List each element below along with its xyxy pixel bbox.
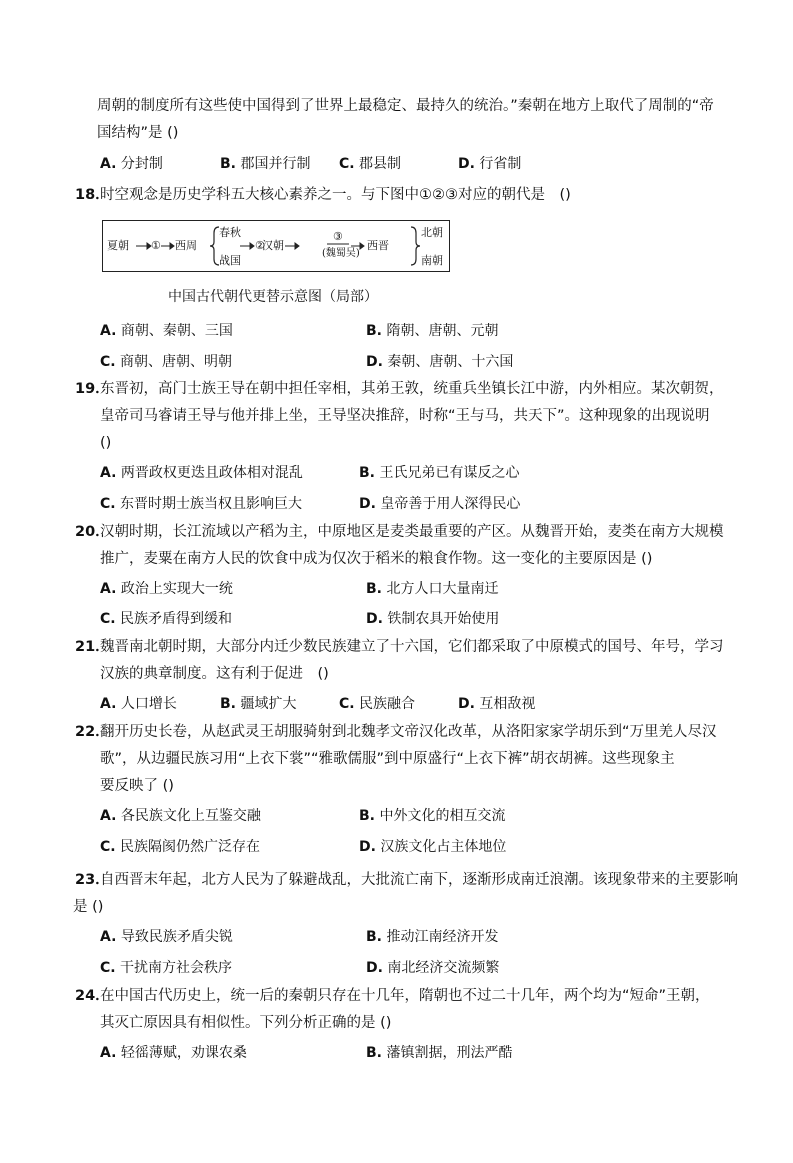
option-letter: A. xyxy=(100,323,117,339)
option-letter: D. xyxy=(366,960,383,976)
option-letter: A. xyxy=(100,696,117,712)
q19-option-c[interactable] xyxy=(100,494,302,514)
option-text: 民族融合 xyxy=(359,696,416,712)
option-text: 疆域扩大 xyxy=(240,696,297,712)
option-letter: B. xyxy=(366,929,382,945)
option-text: 干扰南方社会秩序 xyxy=(120,960,233,976)
q21-stem-line: 魏晋南北朝时期，大部分内迁少数民族建立了十六国，它们都采取了中原模式的国号、年号，学习 xyxy=(100,639,724,655)
option-letter: B. xyxy=(366,581,382,597)
q22-stem-line: 要反映了 () xyxy=(100,778,174,794)
label-circle-2: ② xyxy=(255,239,265,252)
option-text: 两晋政权更迭且政体相对混乱 xyxy=(120,465,303,481)
q21-option-c[interactable] xyxy=(339,694,415,714)
q24-option-b[interactable] xyxy=(366,1043,512,1063)
option-letter: B. xyxy=(366,323,382,339)
q23-option-c[interactable] xyxy=(100,958,232,978)
label-zhanguo: 战国 xyxy=(219,254,241,267)
label-beichao: 北朝 xyxy=(421,226,443,239)
option-text: 郡国并行制 xyxy=(240,156,311,172)
q20-stem-line: 汉朝时期，长江流域以产稻为主，中原地区是麦类最重要的产区。从魏晋开始，麦类在南方大规模 xyxy=(100,524,724,540)
q23-stem-line: 是 () xyxy=(73,899,104,915)
option-letter: A. xyxy=(100,465,117,481)
option-text: 秦朝、唐朝、十六国 xyxy=(387,354,514,370)
label-xia: 夏朝 xyxy=(107,239,129,252)
q21-option-d[interactable] xyxy=(458,694,535,714)
label-circle-3: ③ xyxy=(333,230,343,243)
option-letter: D. xyxy=(359,839,376,855)
option-text: 导致民族矛盾尖锐 xyxy=(120,929,233,945)
dynasty-timeline-diagram xyxy=(102,220,450,272)
label-weishuwu: (魏蜀吴) xyxy=(322,248,360,259)
q20-option-d[interactable] xyxy=(366,609,499,629)
q23-stem-line: 自西晋末年起，北方人民为了躲避战乱，大批流亡南下，逐渐形成南迁浪潮。该现象带来的主要影响 xyxy=(100,872,738,888)
q19-option-b[interactable] xyxy=(359,463,519,483)
option-text: 藩镇割据，刑法严酷 xyxy=(386,1045,513,1061)
q17-stem-line: 国结构”是 () xyxy=(97,125,179,141)
q20-stem-line: 推广，麦粟在南方人民的饮食中成为仅次于稻米的粮食作物。这一变化的主要原因是 () xyxy=(100,551,653,567)
q24-stem-line: 其灭亡原因具有相似性。下列分析正确的是 () xyxy=(100,1015,392,1031)
q22-option-b[interactable] xyxy=(359,806,505,826)
diagram-caption: 中国古代朝代更替示意图（局部） xyxy=(168,289,378,305)
option-text: 分封制 xyxy=(120,156,163,172)
q20-number: 20． xyxy=(75,524,110,540)
label-nanchao: 南朝 xyxy=(421,254,443,267)
option-text: 东晋时期士族当权且影响巨大 xyxy=(120,496,303,512)
q18-stem: 时空观念是历史学科五大核心素养之一。与下图中①②③对应的朝代是 () xyxy=(100,187,571,203)
q18-option-b[interactable] xyxy=(366,321,498,341)
q24-option-a[interactable] xyxy=(100,1043,247,1063)
option-text: 汉族文化占主体地位 xyxy=(380,839,507,855)
option-letter: C. xyxy=(339,156,355,172)
q17-option-d[interactable] xyxy=(458,154,521,174)
q22-option-c[interactable] xyxy=(100,837,260,857)
q22-option-d[interactable] xyxy=(359,837,506,857)
option-letter: B. xyxy=(220,696,236,712)
q22-number: 22． xyxy=(75,724,110,740)
option-letter: B. xyxy=(359,808,375,824)
q21-stem-line: 汉族的典章制度。这有利于促进 () xyxy=(100,666,329,682)
option-letter: D. xyxy=(366,354,383,370)
option-letter: A. xyxy=(100,929,117,945)
q19-stem-line: 皇帝司马睿请王导与他并排上坐，王导坚决推辞，时称“王与马，共天下”。这种现象的出现说明 xyxy=(100,408,710,424)
option-letter: C. xyxy=(100,611,116,627)
q18-option-a[interactable] xyxy=(100,321,233,341)
option-text: 商朝、唐朝、明朝 xyxy=(120,354,233,370)
option-letter: A. xyxy=(100,1045,117,1061)
q22-stem-line: 歌”，从边疆民族习用“上衣下裳”“雅歌儒服”到中原盛行“上衣下裤”胡衣胡裤。这些现象主 xyxy=(100,751,675,767)
q23-option-d[interactable] xyxy=(366,958,499,978)
q24-number: 24． xyxy=(75,988,110,1004)
option-letter: A. xyxy=(100,581,117,597)
q22-stem-line: 翻开历史长卷，从赵武灵王胡服骑射到北魏孝文帝汉化改革，从洛阳家家学胡乐到“万里羌人尽汉 xyxy=(100,724,717,740)
option-text: 隋朝、唐朝、元朝 xyxy=(386,323,499,339)
q20-option-c[interactable] xyxy=(100,609,232,629)
option-text: 轻徭薄赋，劝课农桑 xyxy=(120,1045,247,1061)
option-letter: B. xyxy=(366,1045,382,1061)
option-letter: A. xyxy=(100,156,117,172)
option-letter: C. xyxy=(339,696,355,712)
option-text: 皇帝善于用人深得民心 xyxy=(380,496,521,512)
option-letter: B. xyxy=(220,156,236,172)
option-text: 王氏兄弟已有谋反之心 xyxy=(379,465,520,481)
option-text: 人口增长 xyxy=(120,696,177,712)
option-letter: C. xyxy=(100,354,116,370)
q23-number: 23． xyxy=(75,872,110,888)
option-text: 铁制农具开始使用 xyxy=(387,611,500,627)
q20-option-a[interactable] xyxy=(100,579,233,599)
option-letter: C. xyxy=(100,960,116,976)
q17-stem-line: 周朝的制度所有这些使中国得到了世界上最稳定、最持久的统治。”秦朝在地方上取代了周制的“帝 xyxy=(97,98,714,114)
label-circle-1: ① xyxy=(151,239,161,252)
q23-option-b[interactable] xyxy=(366,927,498,947)
q18-option-c[interactable] xyxy=(100,352,232,372)
q21-option-a[interactable] xyxy=(100,694,177,714)
q19-stem-line: 东晋初，高门士族王导在朝中担任宰相，其弟王敦，统重兵坐镇长江中游，内外相应。某次朝贺， xyxy=(100,381,724,397)
option-letter: A. xyxy=(100,808,117,824)
q24-stem-line: 在中国古代历史上，统一后的秦朝只存在十几年，隋朝也不过二十几年，两个均为“短命”王朝， xyxy=(100,988,710,1004)
q19-number: 19． xyxy=(75,381,110,397)
label-han: 汉朝 xyxy=(262,239,284,252)
option-text: 北方人口大量南迁 xyxy=(386,581,499,597)
option-text: 中外文化的相互交流 xyxy=(379,808,506,824)
label-chunqiu: 春秋 xyxy=(219,226,241,239)
option-letter: D. xyxy=(359,496,376,512)
q19-option-a[interactable] xyxy=(100,463,303,483)
q20-option-b[interactable] xyxy=(366,579,498,599)
q21-number: 21． xyxy=(75,639,110,655)
right-brace xyxy=(411,227,420,265)
q17-option-a[interactable] xyxy=(100,154,163,174)
option-text: 互相敌视 xyxy=(479,696,536,712)
option-letter: D. xyxy=(458,156,475,172)
option-text: 民族矛盾得到缓和 xyxy=(120,611,233,627)
option-text: 南北经济交流频繁 xyxy=(387,960,500,976)
label-xijin: 西晋 xyxy=(367,239,389,252)
option-letter: C. xyxy=(100,839,116,855)
q19-option-d[interactable] xyxy=(359,494,520,514)
option-text: 推动江南经济开发 xyxy=(386,929,499,945)
option-text: 民族隔阂仍然广泛存在 xyxy=(120,839,261,855)
left-brace xyxy=(210,227,219,265)
option-letter: B. xyxy=(359,465,375,481)
option-text: 政治上实现大一统 xyxy=(120,581,233,597)
q17-option-b[interactable] xyxy=(220,154,310,174)
q22-option-a[interactable] xyxy=(100,806,261,826)
option-text: 行省制 xyxy=(479,156,522,172)
option-letter: D. xyxy=(458,696,475,712)
option-text: 郡县制 xyxy=(359,156,402,172)
q18-number: 18． xyxy=(75,187,110,203)
q18-option-d[interactable] xyxy=(366,352,513,372)
label-xizhou: 西周 xyxy=(175,239,197,252)
q21-option-b[interactable] xyxy=(220,694,296,714)
q23-option-a[interactable] xyxy=(100,927,233,947)
q17-option-c[interactable] xyxy=(339,154,401,174)
q19-stem-line: () xyxy=(100,435,112,451)
option-letter: C. xyxy=(100,496,116,512)
option-text: 商朝、秦朝、三国 xyxy=(120,323,233,339)
option-text: 各民族文化上互鉴交融 xyxy=(120,808,261,824)
option-letter: D. xyxy=(366,611,383,627)
